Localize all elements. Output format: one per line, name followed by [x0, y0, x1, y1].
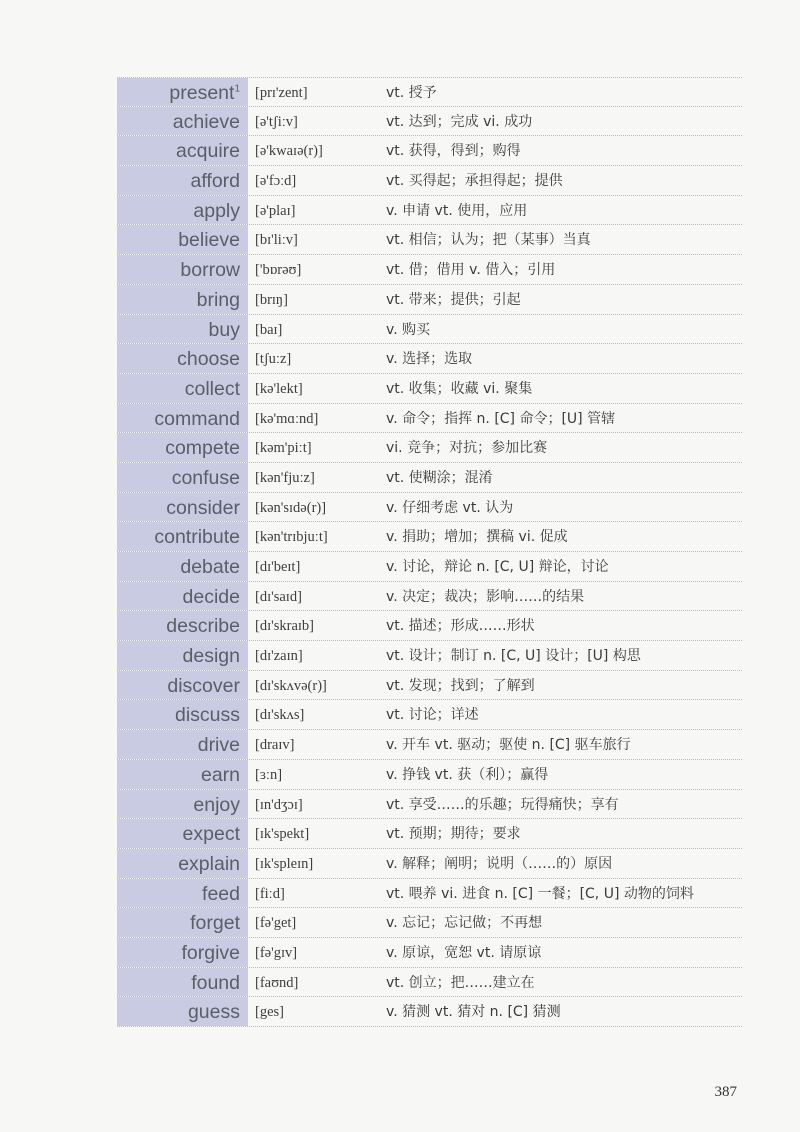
definition: v. 选择；选取: [386, 351, 473, 368]
headword-text: earn: [200, 763, 240, 786]
headword: [117, 938, 248, 967]
headword-text: drive: [197, 734, 240, 757]
headword-text: collect: [184, 377, 240, 400]
table-row: [117, 641, 742, 671]
table-row: [117, 493, 742, 523]
phonetic: [ɪk'spleɪn]: [255, 855, 314, 872]
table-row: [117, 819, 742, 849]
headword-text: describe: [166, 615, 240, 638]
table-row: [117, 997, 742, 1027]
headword-text: apply: [193, 199, 240, 222]
definition: vt. 讨论；详述: [386, 707, 479, 724]
table-row: [117, 344, 742, 374]
vocabulary-table: [117, 77, 742, 1027]
table-row: [117, 582, 742, 612]
headword-text: debate: [180, 556, 240, 578]
phonetic: [ə'kwaɪə(r)]: [255, 143, 323, 160]
headword-text: buy: [208, 318, 240, 341]
headword-text: feed: [202, 882, 240, 905]
definition: vt. 设计；制订 n. [C, U] 设计；[U] 构思: [386, 648, 641, 665]
definition: v. 原谅，宽恕 vt. 请原谅: [386, 944, 542, 961]
headword: [117, 107, 248, 136]
table-row: [117, 700, 742, 730]
headword: [117, 700, 248, 729]
phonetic: [kən'fjuːz]: [255, 469, 315, 486]
table-row: [117, 136, 742, 166]
headword: [117, 196, 248, 225]
table-row: [117, 938, 742, 968]
headword-text: acquire: [176, 140, 240, 163]
table-row: [117, 285, 742, 315]
headword: [117, 463, 248, 492]
phonetic: [tʃuːz]: [255, 351, 292, 368]
definition: v. 解释；阐明；说明（……的）原因: [386, 855, 613, 872]
headword: [117, 552, 248, 581]
headword: [117, 849, 248, 878]
headword: [117, 374, 248, 403]
headword-text: choose: [177, 348, 240, 371]
table-row: [117, 404, 742, 434]
definition: vt. 描述；形成……形状: [386, 618, 535, 635]
headword: [117, 611, 248, 640]
table-row: [117, 968, 742, 998]
definition: vi. 竞争；对抗；参加比赛: [386, 440, 548, 457]
headword-text: design: [182, 645, 240, 668]
phonetic: [dɪ'skʌs]: [255, 707, 305, 724]
table-row: [117, 225, 742, 255]
definition: vt. 创立；把……建立在: [386, 974, 535, 991]
phonetic: [kə'lekt]: [255, 380, 303, 397]
phonetic: [ɜːn]: [255, 766, 283, 783]
headword-text: present: [169, 82, 235, 104]
definition: vt. 发现；找到；了解到: [386, 677, 535, 694]
headword: [117, 819, 248, 848]
definition: vt. 享受……的乐趣；玩得痛快；享有: [386, 796, 619, 813]
table-row: [117, 760, 742, 790]
definition: v. 开车 vt. 驱动；驱使 n. [C] 驱车旅行: [386, 737, 631, 754]
headword: [117, 671, 248, 700]
headword: [117, 730, 248, 759]
phonetic: [dɪ'saɪd]: [255, 588, 302, 605]
headword-text: compete: [165, 437, 240, 460]
headword: [117, 522, 248, 551]
table-row: [117, 908, 742, 938]
phonetic: [dɪ'beɪt]: [255, 559, 301, 575]
headword-text: confuse: [171, 466, 240, 489]
definition: vt. 带来；提供；引起: [386, 291, 521, 308]
phonetic: ['bɒrəʊ]: [255, 262, 302, 279]
phonetic: [dɪ'zaɪn]: [255, 648, 303, 665]
phonetic: [ə'fɔːd]: [255, 173, 297, 190]
phonetic: [kə'mɑːnd]: [255, 410, 319, 427]
table-row: [117, 374, 742, 404]
definition: v. 忘记；忘记做；不再想: [386, 915, 543, 932]
definition: v. 决定；裁决；影响……的结果: [386, 588, 585, 605]
definition: v. 捐助；增加；撰稿 vi. 促成: [386, 529, 568, 546]
definition: v. 命令；指挥 n. [C] 命令；[U] 管辖: [386, 410, 616, 427]
headword: [117, 790, 248, 819]
table-row: [117, 849, 742, 879]
headword: [117, 78, 248, 106]
headword-text: achieve: [172, 110, 240, 133]
phonetic: [dɪ'skraɪb]: [255, 618, 314, 635]
table-row: [117, 433, 742, 463]
definition: vt. 借；借用 v. 借入；引用: [386, 262, 556, 279]
phonetic: [baɪ]: [255, 321, 283, 338]
headword: [117, 285, 248, 314]
headword: [117, 968, 248, 997]
headword-text: afford: [190, 170, 240, 193]
definition: vt. 预期；期待；要求: [386, 826, 521, 843]
definition: vt. 喂养 vi. 进食 n. [C] 一餐；[C, U] 动物的饲料: [386, 885, 694, 902]
definition: v. 购买: [386, 321, 431, 338]
table-row: [117, 879, 742, 909]
definition: v. 挣钱 vt. 获（利）；赢得: [386, 766, 549, 783]
headword-text: contribute: [154, 526, 240, 549]
page-number: 387: [714, 1084, 737, 1100]
definition: v. 猜测 vt. 猜对 n. [C] 猜测: [386, 1004, 561, 1021]
headword: [117, 760, 248, 789]
headword-text: forgive: [181, 941, 240, 964]
definition: vt. 授予: [386, 85, 437, 101]
phonetic: [kən'sɪdə(r)]: [255, 499, 327, 516]
definition: v. 讨论，辩论 n. [C, U] 辩论，讨论: [386, 559, 609, 575]
definition: vt. 获得，得到；购得: [386, 143, 521, 160]
definition: v. 仔细考虑 vt. 认为: [386, 499, 514, 516]
headword-text: consider: [166, 496, 240, 519]
headword: [117, 641, 248, 670]
phonetic: [kən'trɪbjuːt]: [255, 529, 328, 546]
headword-text: command: [154, 407, 240, 430]
headword: [117, 433, 248, 462]
phonetic: [fə'get]: [255, 915, 297, 932]
headword: [117, 997, 248, 1026]
table-row: [117, 166, 742, 196]
table-row: [117, 790, 742, 820]
phonetic: [ɪk'spekt]: [255, 826, 310, 843]
table-row: [117, 671, 742, 701]
headword: [117, 136, 248, 165]
definition: v. 申请 vt. 使用，应用: [386, 202, 528, 219]
headword: [117, 166, 248, 195]
table-row: [117, 730, 742, 760]
headword-text: believe: [178, 229, 240, 252]
phonetic: [dɪ'skʌvə(r)]: [255, 677, 327, 694]
phonetic: [ɪn'dʒɔɪ]: [255, 796, 303, 813]
phonetic: [draɪv]: [255, 737, 295, 754]
headword: [117, 404, 248, 433]
table-row: [117, 315, 742, 345]
headword-text: forget: [190, 912, 240, 935]
definition: vt. 收集；收藏 vi. 聚集: [386, 380, 533, 397]
phonetic: [bɪ'liːv]: [255, 232, 298, 249]
phonetic: [ges]: [255, 1004, 284, 1021]
headword-text: expect: [182, 823, 240, 846]
headword: [117, 879, 248, 908]
headword: [117, 493, 248, 522]
headword: [117, 908, 248, 937]
headword-text: decide: [182, 585, 240, 608]
table-row: [117, 552, 742, 582]
phonetic: [ə'plaɪ]: [255, 202, 296, 219]
headword: [117, 582, 248, 611]
phonetic: [prɪ'zent]: [255, 85, 308, 101]
table-row: [117, 255, 742, 285]
definition: vt. 买得起；承担得起；提供: [386, 173, 563, 190]
phonetic: [fə'gɪv]: [255, 944, 298, 961]
phonetic: [kəm'piːt]: [255, 440, 312, 457]
definition: vt. 相信；认为；把（某事）当真: [386, 232, 591, 249]
headword-text: borrow: [180, 259, 240, 282]
headword-text: explain: [178, 852, 240, 875]
headword-text: bring: [196, 288, 240, 311]
table-row: [117, 196, 742, 226]
headword: [117, 315, 248, 344]
headword-text: discover: [167, 674, 240, 697]
table-row: [117, 522, 742, 552]
table-row: [117, 611, 742, 641]
phonetic: [ə'tʃiːv]: [255, 113, 298, 130]
headword-text: found: [191, 971, 240, 994]
table-row: [117, 107, 742, 137]
table-row: [117, 77, 742, 107]
headword: [117, 255, 248, 284]
definition: vt. 使糊涂；混淆: [386, 469, 493, 486]
headword-text: enjoy: [193, 793, 240, 816]
headword: [117, 344, 248, 373]
table-row: [117, 463, 742, 493]
homograph-number: 1: [234, 83, 240, 95]
phonetic: [fiːd]: [255, 885, 285, 902]
phonetic: [brɪŋ]: [255, 291, 288, 308]
headword-text: guess: [187, 1001, 240, 1024]
definition: vt. 达到；完成 vi. 成功: [386, 113, 533, 130]
headword-text: discuss: [174, 704, 240, 727]
headword: [117, 225, 248, 254]
phonetic: [faʊnd]: [255, 974, 299, 991]
